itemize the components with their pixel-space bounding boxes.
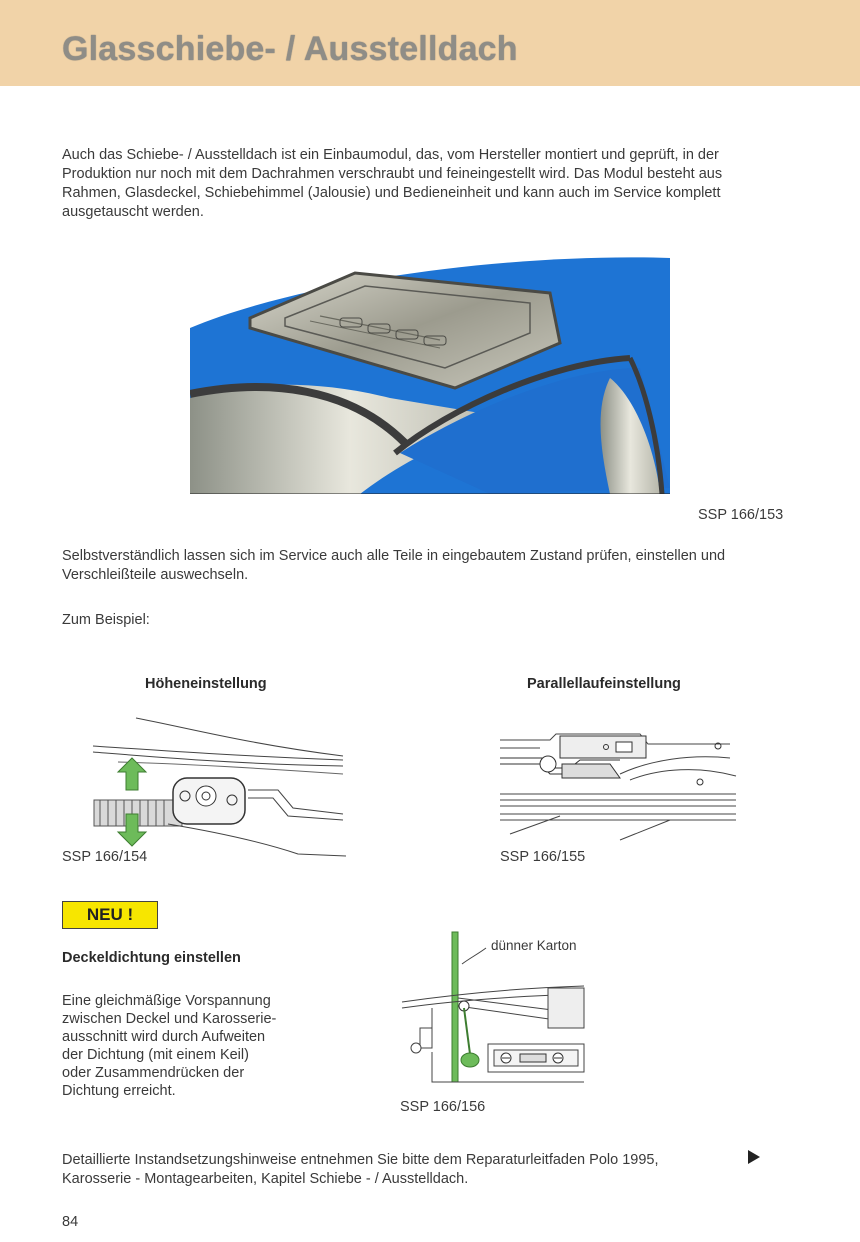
parallel-figure-caption: SSP 166/155: [500, 849, 586, 865]
intro-line: Produktion nur noch mit dem Dachrahmen verschraubt und feineingestellt wird. Das Modul besteht aus: [62, 166, 723, 182]
seal-line: oder Zusammendrücken der: [62, 1065, 245, 1081]
height-adjust-diagram: [88, 716, 350, 862]
new-badge: NEU !: [62, 901, 158, 929]
seal-line: Dichtung erreicht.: [62, 1083, 176, 1099]
seal-line: zwischen Deckel und Karosserie-: [62, 1011, 277, 1027]
service-paragraph: [62, 547, 725, 585]
seal-line: Eine gleichmäßige Vorspannung: [62, 993, 271, 1009]
height-figure-caption: SSP 166/154: [62, 849, 148, 865]
arrow-right-icon: [748, 1150, 760, 1164]
seal-line: der Dichtung (mit einem Keil): [62, 1047, 249, 1063]
service-line: Verschleißteile auswechseln.: [62, 567, 249, 583]
sunroof-car-illustration: [190, 248, 670, 494]
footer-line: Karosserie - Montagearbeiten, Kapitel Schiebe - / Ausstelldach.: [62, 1171, 469, 1187]
seal-paragraph: [62, 992, 276, 1100]
seal-figure-caption: SSP 166/156: [400, 1099, 486, 1115]
carton-annotation: dünner Karton: [491, 938, 577, 953]
parallel-adjust-diagram: [500, 724, 738, 844]
intro-paragraph: [62, 146, 722, 222]
page-title: Glasschiebe- / Ausstelldach: [62, 30, 518, 68]
intro-line: Rahmen, Glasdeckel, Schiebehimmel (Jalousie) und Bedieneinheit und kann auch im Service komplett: [62, 185, 721, 201]
example-label: Zum Beispiel:: [62, 612, 150, 628]
page-number: 84: [62, 1214, 79, 1230]
service-line: Selbstverständlich lassen sich im Service auch alle Teile in eingebautem Zustand prüfen, einstellen und: [62, 548, 726, 564]
intro-line: Auch das Schiebe- / Ausstelldach ist ein Einbaumodul, das, vom Hersteller montiert und geprüft, in der: [62, 147, 719, 163]
main-figure-caption: SSP 166/153: [698, 507, 784, 523]
height-adjust-heading: Höheneinstellung: [145, 676, 267, 692]
seal-adjust-heading: Deckeldichtung einstellen: [62, 950, 241, 966]
footer-paragraph: [62, 1151, 658, 1189]
footer-line: Detaillierte Instandsetzungshinweise entnehmen Sie bitte dem Reparaturleitfaden Polo 1995,: [62, 1152, 659, 1168]
parallel-adjust-heading: Parallellaufeinstellung: [527, 676, 681, 692]
intro-line: ausgetauscht werden.: [62, 204, 204, 220]
seal-line: ausschnitt wird durch Aufweiten: [62, 1029, 266, 1045]
